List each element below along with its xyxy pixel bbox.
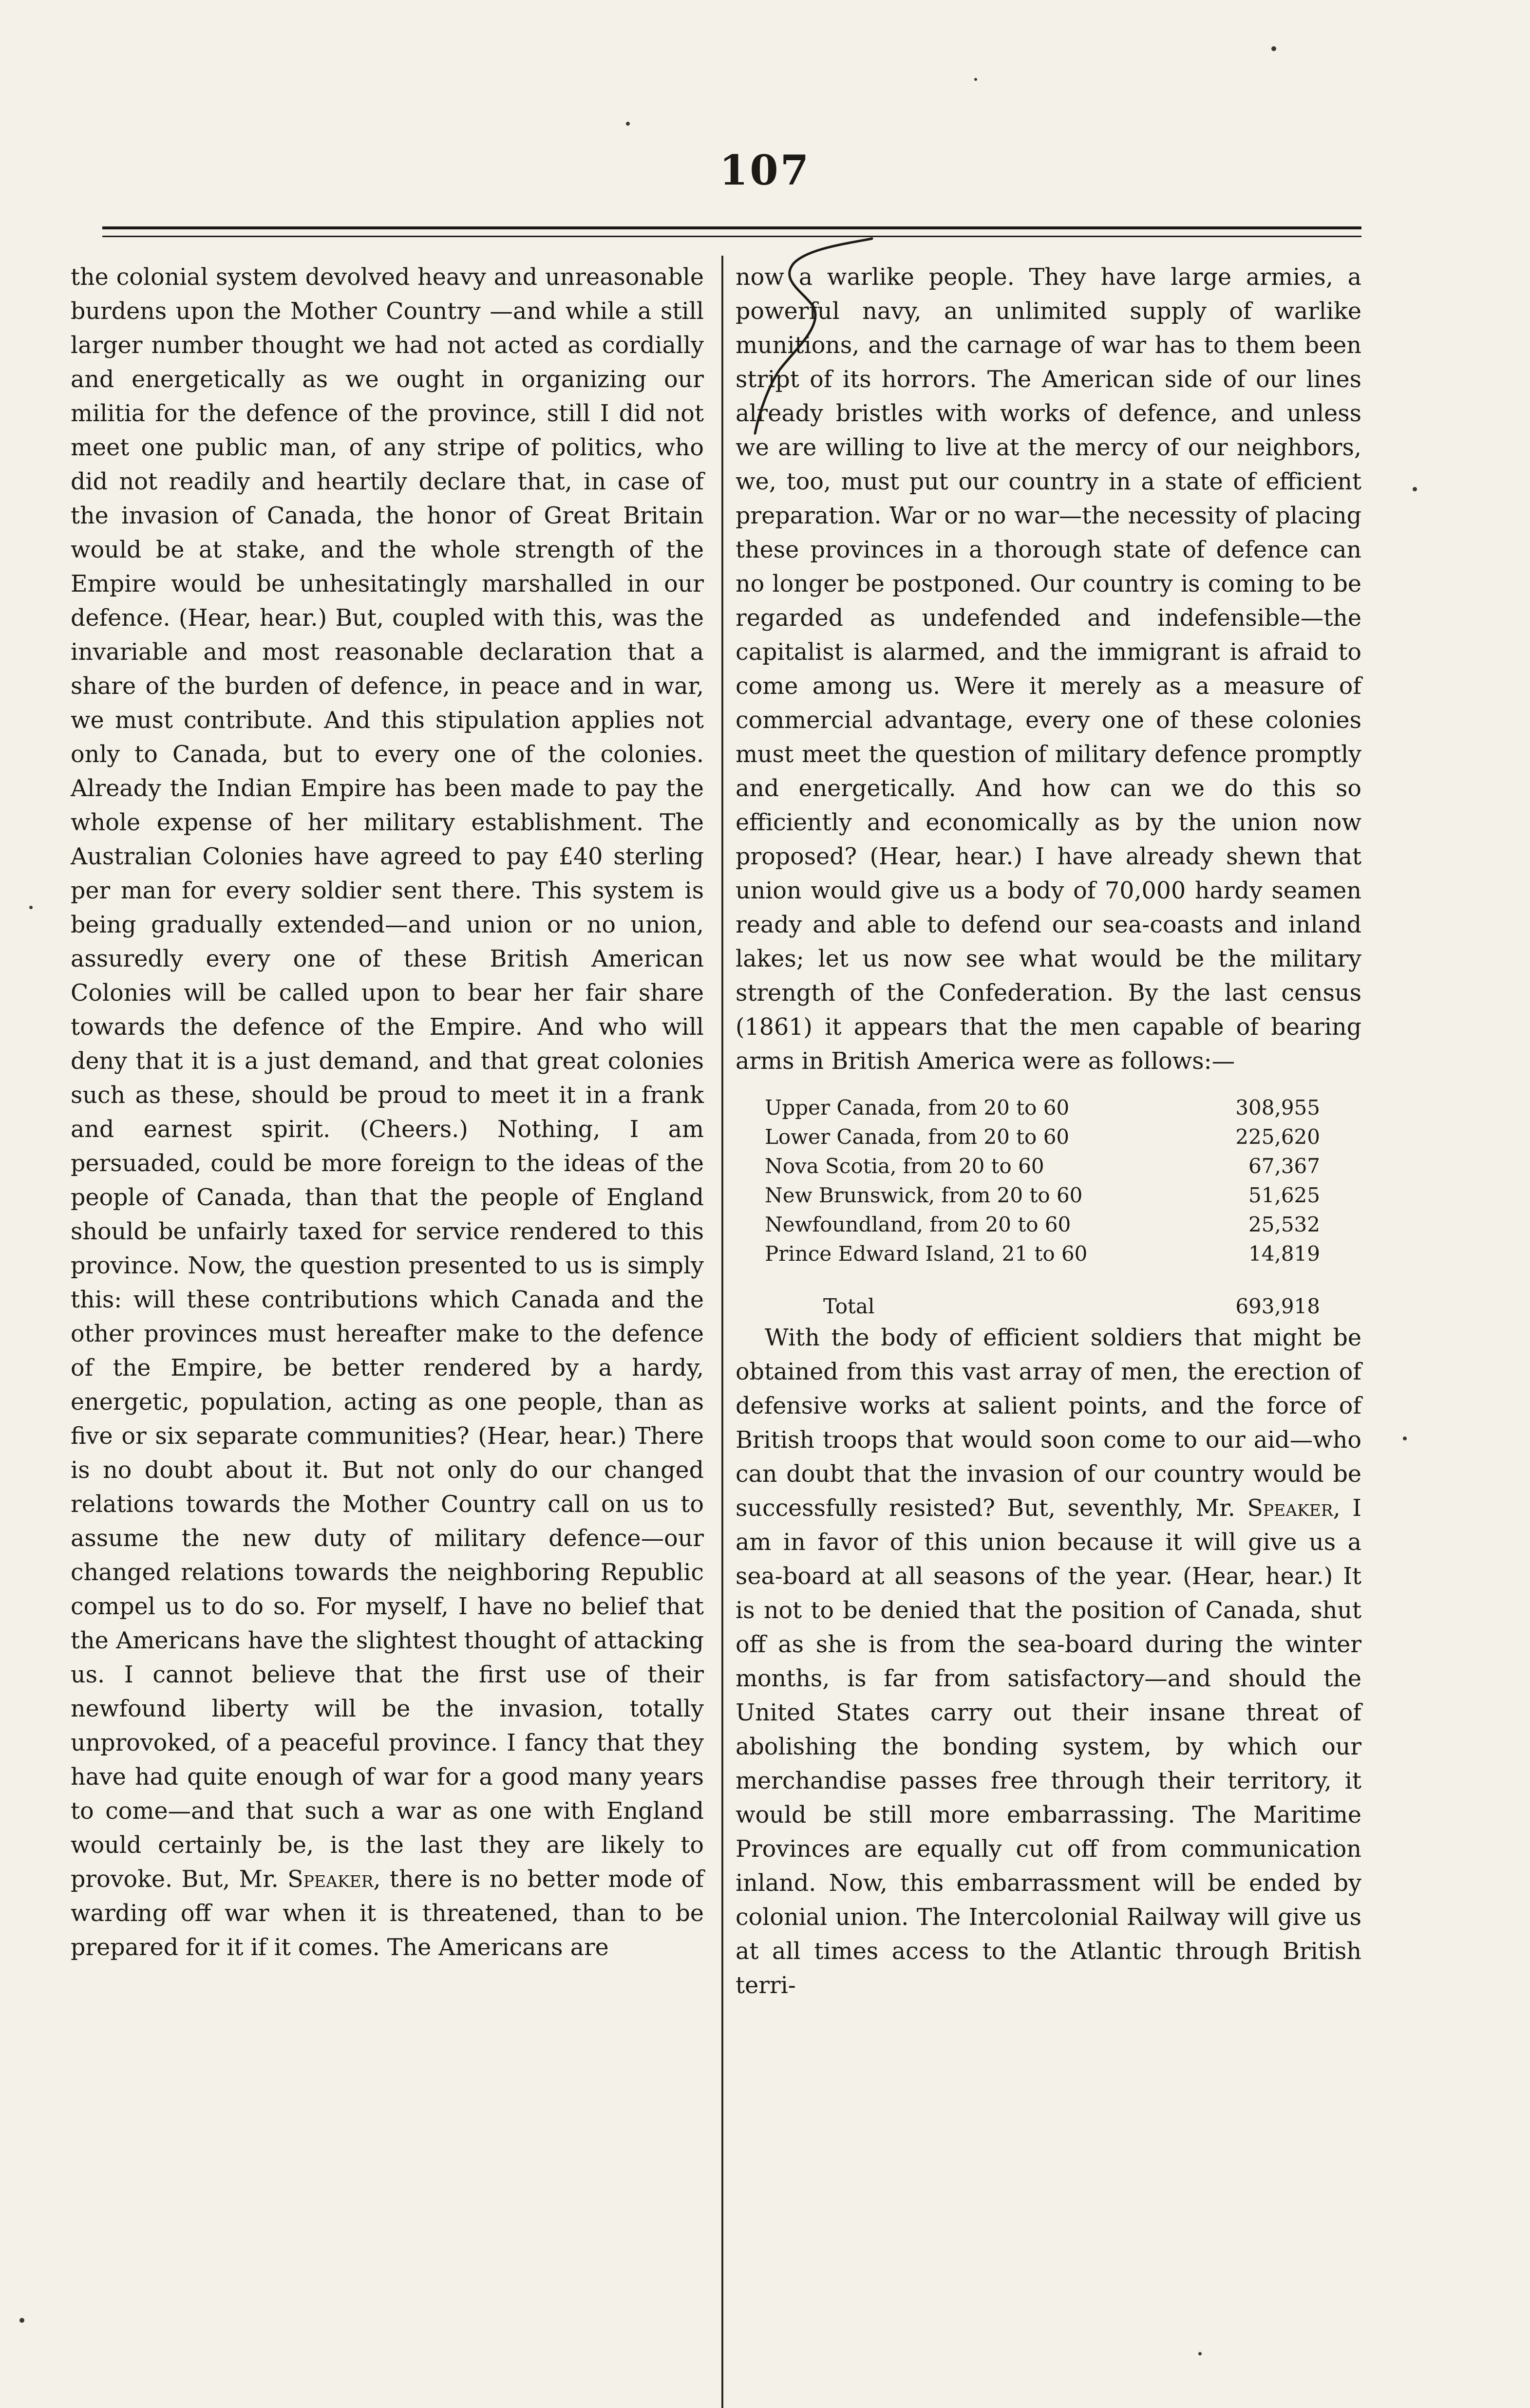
census-row (765, 1152, 1320, 1181)
census-row-value: 67,367 (1248, 1154, 1320, 1178)
census-row-label: Lower Canada, from 20 to 60 (765, 1125, 1070, 1149)
scan-speck (19, 2318, 24, 2323)
right-column (736, 261, 1361, 2003)
right-column-paragraph-2 (736, 1321, 1361, 2003)
census-total-row (765, 1292, 1320, 1321)
census-row-label: New Brunswick, from 20 to 60 (765, 1183, 1083, 1207)
census-row (765, 1093, 1320, 1122)
scan-speck (29, 906, 33, 909)
left-column (71, 261, 704, 1965)
census-row-value: 225,620 (1235, 1125, 1320, 1149)
scan-speck (1198, 2352, 1202, 2355)
header-rule-thin (102, 236, 1361, 237)
census-row-label: Upper Canada, from 20 to 60 (765, 1096, 1070, 1120)
scan-speck (1413, 487, 1417, 491)
census-row (765, 1181, 1320, 1210)
scan-speck (626, 122, 630, 126)
scan-speck (1271, 46, 1276, 51)
left-column-text-end: , there is no better mode of warding off war when it is threatened, than to be prepared for it if it comes. The Americans are (71, 1866, 704, 1961)
census-total-value: 693,918 (1235, 1294, 1320, 1318)
census-row-value: 14,819 (1248, 1242, 1320, 1266)
speaker-word: Speaker (1247, 1495, 1333, 1522)
speaker-word: Speaker (287, 1866, 374, 1893)
scan-speck (974, 78, 977, 81)
census-row (765, 1210, 1320, 1239)
census-table (736, 1093, 1361, 1321)
census-row-label: Prince Edward Island, 21 to 60 (765, 1242, 1088, 1266)
scan-speck (1403, 1437, 1407, 1440)
left-column-text: the colonial system devolved heavy and unreasonable burdens upon the Mother Country —and while a still larger number thought we had not acted as cordially and energetically as we ought in organizing our militia for the defence of the province, still I did not meet one public man, of any stripe of politics, who did not readily and heartily declare that, in case of the invasion of Canada, the honor of Great Britain would be at stake, and the whole strength of the Empire would be unhesitatingly marshalled in our defence. (Hear, hear.) But, coupled with this, was the invariable and most reasonable declaration that a share of the burden of defence, in peace and in war, we must contribute. And this stipulation applies not only to Canada, but to every one of the colonies. Already the Indian Empire has been made to pay the whole expense of her military establishment. The Australian Colonies have agreed to pay £40 sterling per man for every soldier sent there. This system is being gradually extended—and union or no union, assuredly every one of these British American Colonies will be called upon to bear her fair share towards the defence of the Empire. And who will deny that it is a just demand, and that great colonies such as these, should be proud to meet it in a frank and earnest spirit. (Cheers.) Nothing, I am persuaded, could be more foreign to the ideas of the people of Canada, than that the people of England should be unfairly taxed for service rendered to this province. Now, the question presented to us is simply this: will these contributions which Canada and the other provinces must hereafter make to the defence of the Empire, be better rendered by a hardy, energetic, population, acting as one people, than as five or six separate communities? (Hear, hear.) There is no doubt about it. But not only do our changed relations towards the Mother Country call on us to assume the new duty of military defence—our changed relations towards the neighboring Republic compel us to do so. For myself, I have no belief that the Americans have the slightest thought of attacking us. I cannot believe that the first use of their newfound liberty will be the invasion, totally unprovoked, of a peaceful province. I fancy that they have had quite enough of war for a good many years to come—and that such a war as one with England would certainly be, is the last they are likely to provoke. But, Mr. (71, 264, 704, 1893)
page-number: 107 (719, 146, 811, 194)
column-divider (721, 256, 723, 2408)
right-column-text: With the body of efficient soldiers that might be obtained from this vast array of men, the erection of defensive works at salient points, and the force of British troops that would soon come to our aid—who can doubt that the invasion of our country would be successfully resisted? But, seventhly, Mr. (736, 1325, 1361, 1522)
census-row-label: Newfoundland, from 20 to 60 (765, 1213, 1071, 1236)
census-row-value: 25,532 (1248, 1213, 1320, 1236)
census-row-label: Nova Scotia, from 20 to 60 (765, 1154, 1044, 1178)
left-column-paragraph (71, 261, 704, 1965)
header-rule (102, 226, 1361, 229)
census-row (765, 1122, 1320, 1152)
census-row-value: 308,955 (1235, 1096, 1320, 1120)
right-column-text-end: , I am in favor of this union because it will give us a sea-board at all seasons of the year. (Hear, hear.) It is not to be denied that the position of Canada, shut off as she is from the sea-board during the winter months, is far from satisfactory—and should the United States carry out their insane threat of abolishing the bonding system, by which our merchandise passes free through their territory, it would be still more embarrassing. The Maritime Provinces are equally cut off from communication inland. Now, this embarrassment will be ended by colonial union. The Intercolonial Railway will give us at all times access to the Atlantic through British terri- (736, 1495, 1361, 1999)
census-total-label: Total (823, 1294, 875, 1318)
census-row-value: 51,625 (1248, 1183, 1320, 1207)
right-column-paragraph: now a warlike people. They have large armies, a powerful navy, an unlimited supply of warlike munitions, and the carnage of war has to them been stript of its horrors. The American side of our lines already bristles with works of defence, and unless we are willing to live at the mercy of our neighbors, we, too, must put our country in a state of efficient preparation. War or no war—the necessity of placing these provinces in a thorough state of defence can no longer be postponed. Our country is coming to be regarded as undefended and indefensible—the capitalist is alarmed, and the immigrant is afraid to come among us. Were it merely as a measure of commercial advantage, every one of these colonies must meet the question of military defence promptly and energetically. And how can we do this so efficiently and economically as by the union now proposed? (Hear, hear.) I have already shewn that union would give us a body of 70,000 hardy seamen ready and able to defend our sea-coasts and inland lakes; let us now see what would be the military strength of the Confederation. By the last census (1861) it appears that the men capable of bearing arms in British America were as follows:— (736, 264, 1361, 1075)
census-row (765, 1239, 1320, 1269)
